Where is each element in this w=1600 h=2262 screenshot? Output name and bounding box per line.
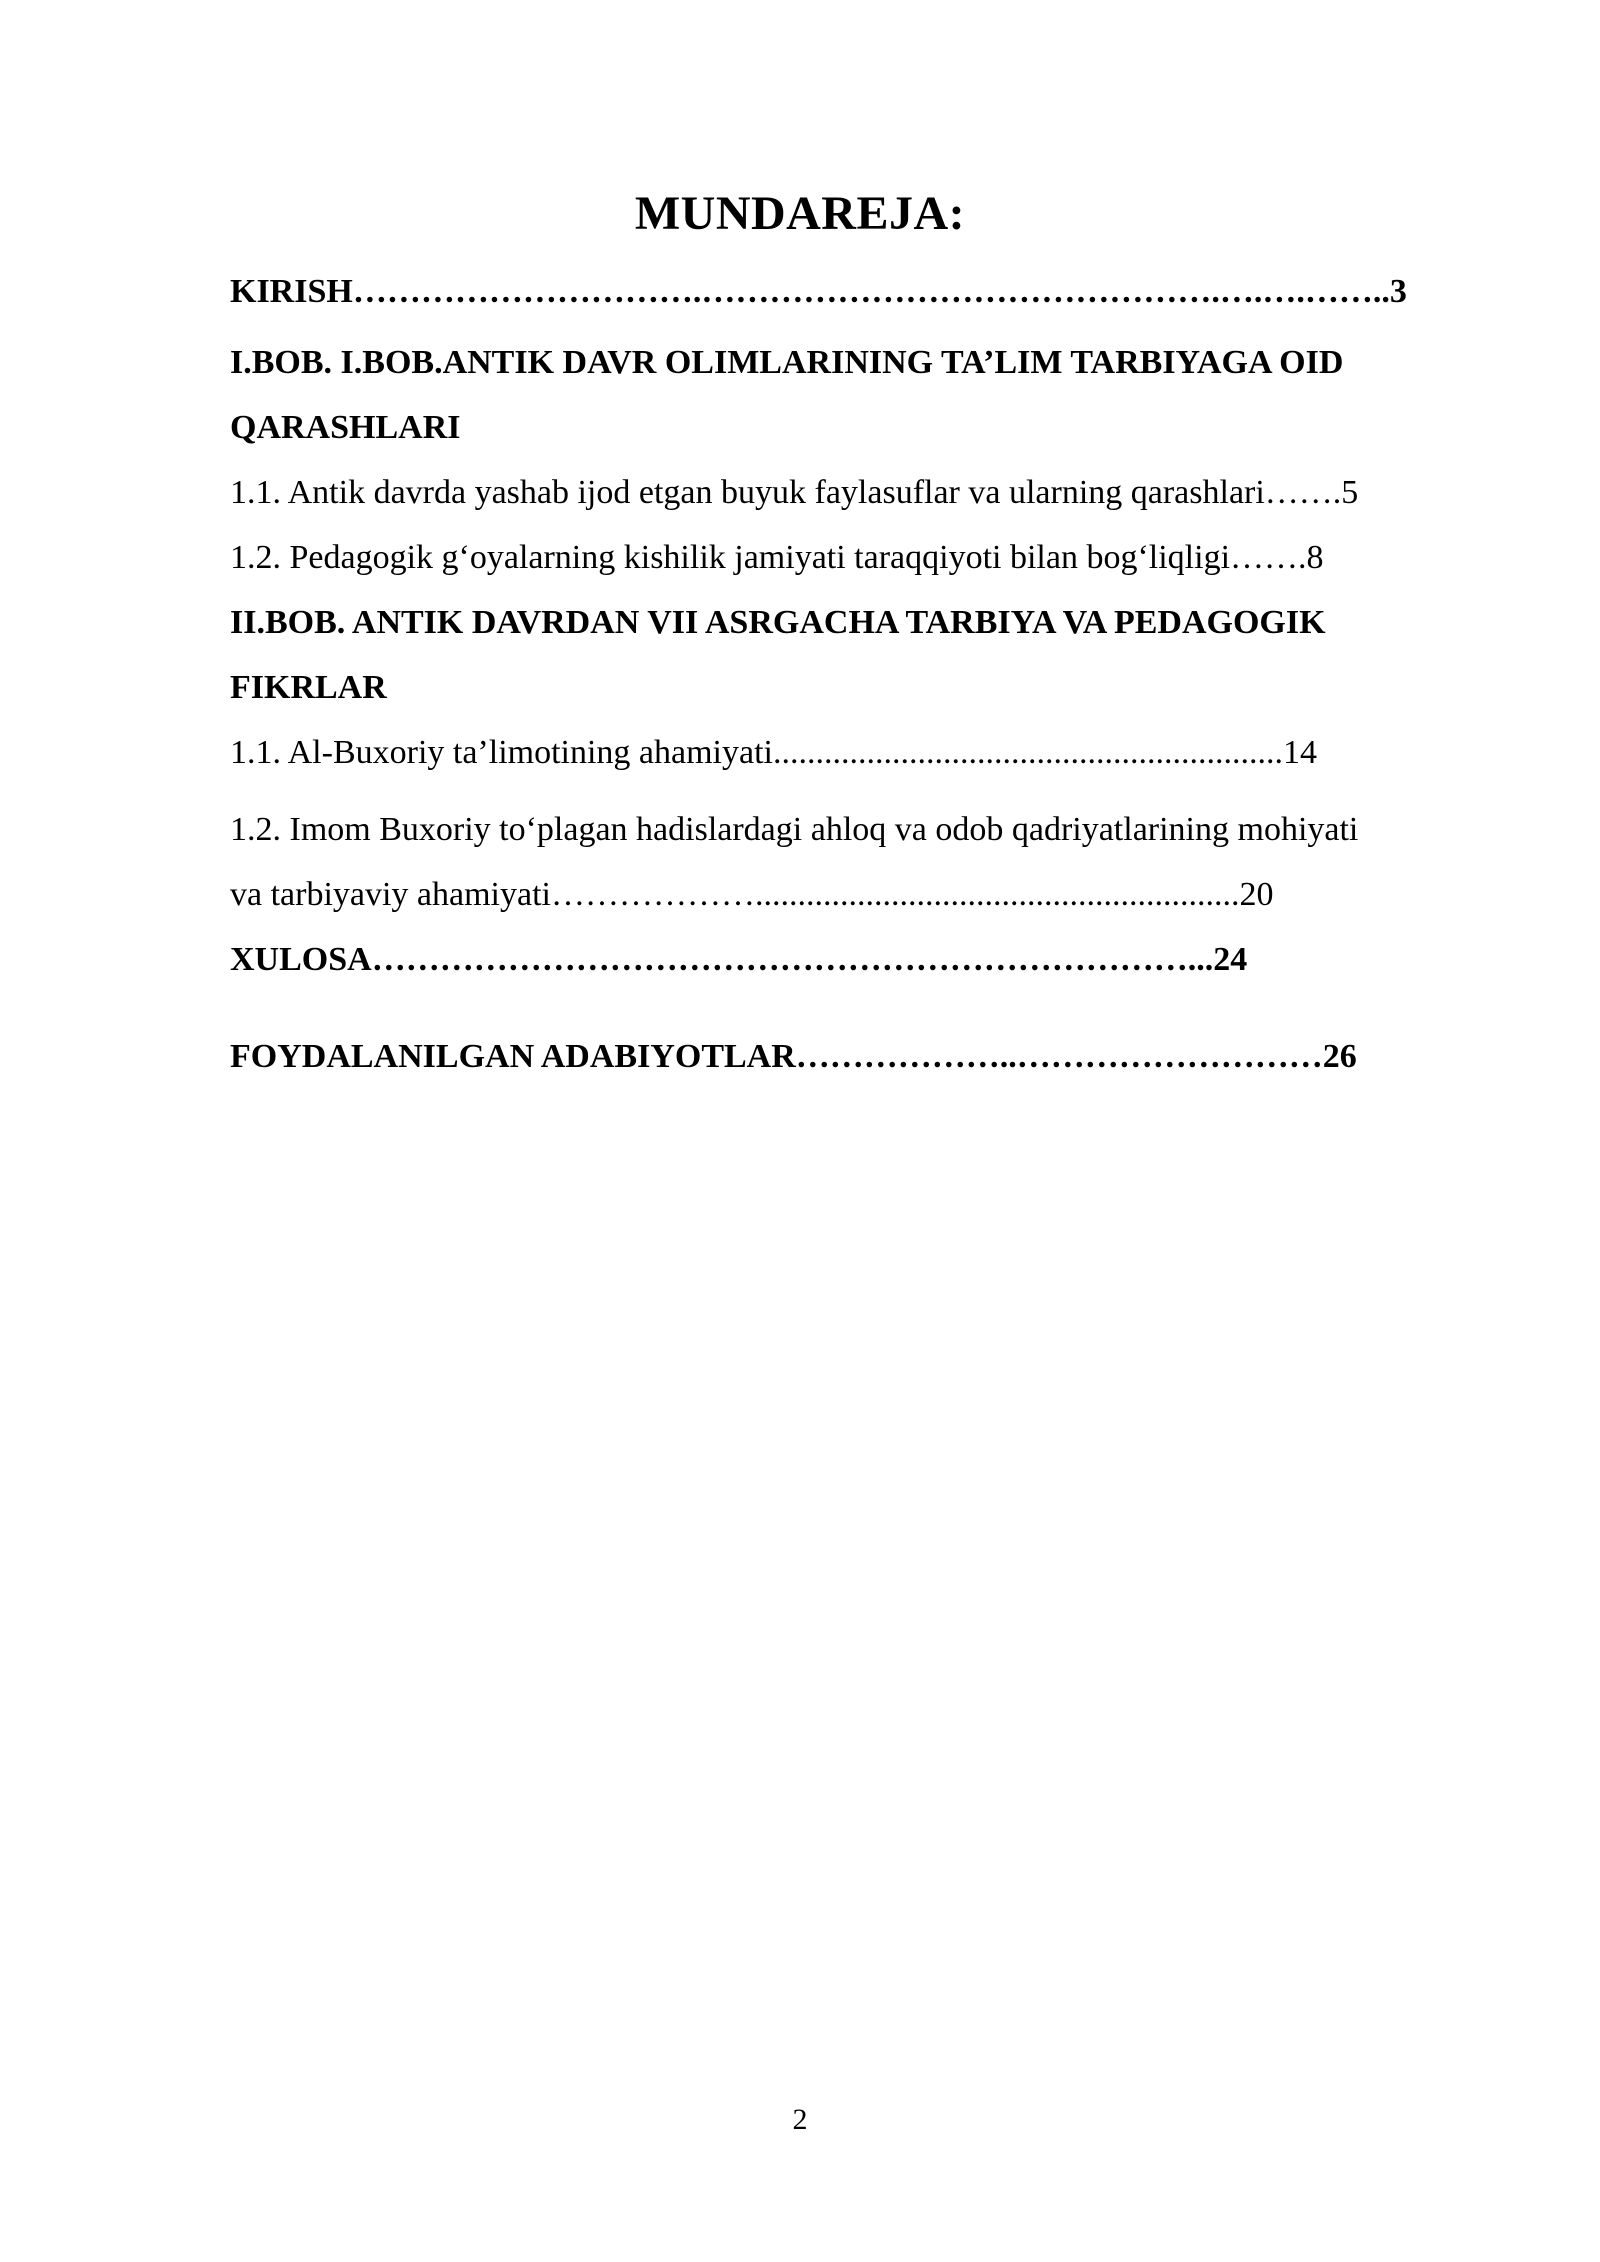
toc-entry-xulosa: XULOSA………………………………………………………………...24 (230, 941, 1248, 978)
toc-chapter-2-section-1: 1.1. Al-Buxoriy ta’limotining ahamiyati............................................................14 (230, 734, 1317, 771)
toc-chapter-1-section-1: 1.1. Antik davrda yashab ijod etgan buyuk faylasuflar va ularning qarashlari…….5 (230, 474, 1359, 511)
toc-entry-foydalanilgan-adabiyotlar: FOYDALANILGAN ADABIYOTLAR………………..………………………26 (230, 1038, 1357, 1075)
toc-chapter-2-section-2-line-1: 1.2. Imom Buxoriy to‘plagan hadislardagi ahloq va odob qadriyatlarining mohiyati (230, 811, 1359, 848)
toc-chapter-2-section-2-line-2: va tarbiyaviy ahamiyati……………….........................................................20 (230, 876, 1274, 913)
toc-chapter-1-heading-line-2: QARASHLARI (230, 409, 461, 446)
toc-chapter-2-heading-line-1: II.BOB. ANTIK DAVRDAN VII ASRGACHA TARBIYA VA PEDAGOGIK (230, 604, 1326, 641)
toc-chapter-1-section-2: 1.2. Pedagogik g‘oyalarning kishilik jamiyati taraqqiyoti bilan bog‘liqligi…….8 (230, 539, 1324, 576)
toc-entry-kirish: KIRISH………………………….……………………………………….….….……..3 (230, 273, 1407, 310)
toc-chapter-1-heading-line-1: I.BOB. I.BOB.ANTIK DAVR OLIMLARINING TA’LIM TARBIYAGA OID (230, 344, 1344, 381)
page-number: 2 (792, 2103, 808, 2136)
page-title: MUNDAREJA: (634, 187, 966, 241)
toc-chapter-2-heading-line-2: FIKRLAR (230, 669, 387, 706)
